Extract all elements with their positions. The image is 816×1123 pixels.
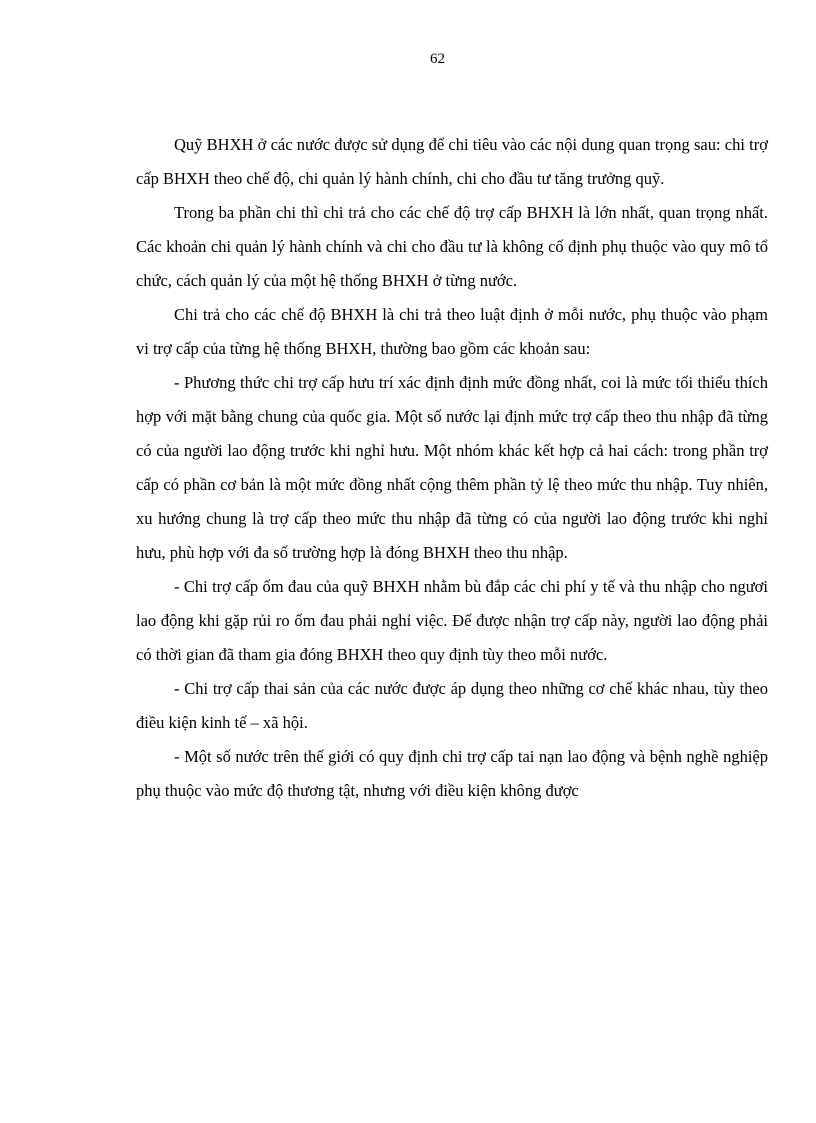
body-text [136,128,768,808]
paragraph-fund-usage: Quỹ BHXH ở các nước được sử dụng để chi tiêu vào các nội dung quan trọng sau: chi trợ cấp BHXH theo chế độ, chi quản lý hành chính, chi cho đầu tư tăng trưởng quỹ. [136,135,768,188]
page-number: 62 [430,51,445,67]
paragraph-occupational-accident: - Một số nước trên thế giới có quy định chi trợ cấp tai nạn lao động và bệnh nghề nghiệp phụ thuộc vào mức độ thương tật, nhưng với điều kiện không được [136,747,768,800]
paragraph-benefit-payments: Chi trả cho các chế độ BHXH là chi trả theo luật định ở mỗi nước, phụ thuộc vào phạm vi trợ cấp của từng hệ thống BHXH, thường bao gồm các khoản sau: [136,305,768,358]
paragraph-sickness-benefit: - Chi trợ cấp ốm đau của quỹ BHXH nhằm bù đắp các chi phí y tế và thu nhập cho ngươi lao động khi gặp rủi ro ốm đau phải nghỉ việc. Để được nhận trợ cấp này, người lao động phải có thời gian đã tham gia đóng BHXH theo quy định tùy theo mỗi nước. [136,577,768,664]
paragraph-three-expenditures: Trong ba phần chi thì chi trả cho các chế độ trợ cấp BHXH là lớn nhất, quan trọng nhất. Các khoản chi quản lý hành chính và chi cho đầu tư là không cố định phụ thuộc vào quy mô tổ chức, cách quản lý của một hệ thống BHXH ở từng nước. [136,203,768,290]
paragraph-pension-benefit: - Phương thức chi trợ cấp hưu trí xác định định mức đồng nhất, coi là mức tối thiểu thích hợp với mặt bằng chung của quốc gia. Một số nước lại định mức trợ cấp theo thu nhập đã từng có của người lao động trước khi nghỉ hưu. Một nhóm khác kết hợp cả hai cách: trong phần trợ cấp có phần cơ bản là một mức đồng nhất cộng thêm phần tỷ lệ theo mức thu nhập. Tuy nhiên, xu hướng chung là trợ cấp theo mức thu nhập đã từng có của người lao động trước khi nghỉ hưu, phù hợp với đa số trường hợp là đóng BHXH theo thu nhập. [136,373,768,562]
paragraph-maternity-benefit: - Chi trợ cấp thai sản của các nước được áp dụng theo những cơ chế khác nhau, tùy theo điều kiện kinh tế – xã hội. [136,679,768,732]
